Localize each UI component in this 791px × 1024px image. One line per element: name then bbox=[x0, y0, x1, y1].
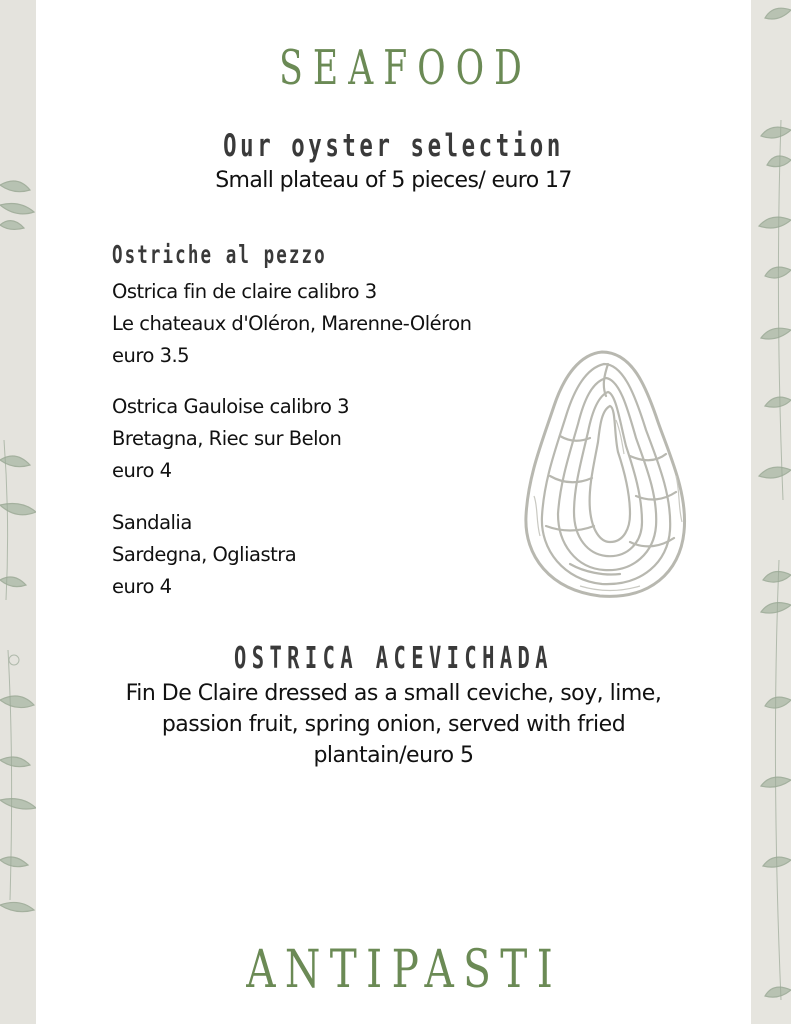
oyster-item-price: euro 4 bbox=[112, 459, 172, 482]
acevichada-description-line: plantain/euro 5 bbox=[313, 743, 474, 768]
right-leaf-border bbox=[751, 0, 791, 1024]
oyster-item-origin: Le chateaux d'Oléron, Marenne-Oléron bbox=[112, 312, 472, 335]
seafood-heading: SEAFOOD bbox=[279, 40, 532, 96]
leaf-pattern-right-icon bbox=[751, 0, 791, 1024]
oyster-item-name: Ostrica Gauloise calibro 3 bbox=[112, 395, 350, 418]
oyster-item-price: euro 4 bbox=[112, 575, 172, 598]
acevichada-description bbox=[76, 678, 711, 771]
menu-panel bbox=[36, 0, 751, 1024]
left-leaf-border bbox=[0, 0, 36, 1024]
oyster-item-name: Ostrica fin de claire calibro 3 bbox=[112, 280, 377, 303]
leaf-pattern-left-icon bbox=[0, 0, 36, 1024]
oyster-item-name: Sandalia bbox=[112, 511, 192, 534]
oyster-selection-title: Our oyster selection bbox=[223, 128, 564, 164]
acevichada-description-line: Fin De Claire dressed as a small ceviche, soy, lime, bbox=[125, 681, 662, 706]
acevichada-title: OSTRICA ACEVICHADA bbox=[233, 641, 553, 676]
acevichada-description-line: passion fruit, spring onion, served with fried bbox=[161, 712, 626, 737]
oyster-item-price: euro 3.5 bbox=[112, 344, 190, 367]
oyster-item-origin: Sardegna, Ogliastra bbox=[112, 543, 297, 566]
oyster-selection-subtitle: Small plateau of 5 pieces/ euro 17 bbox=[215, 168, 572, 193]
antipasti-heading: ANTIPASTI bbox=[246, 940, 563, 1000]
oyster-item-origin: Bretagna, Riec sur Belon bbox=[112, 427, 342, 450]
oyster-illustration-icon bbox=[520, 346, 690, 602]
ostriche-al-pezzo-title: Ostriche al pezzo bbox=[112, 240, 327, 269]
